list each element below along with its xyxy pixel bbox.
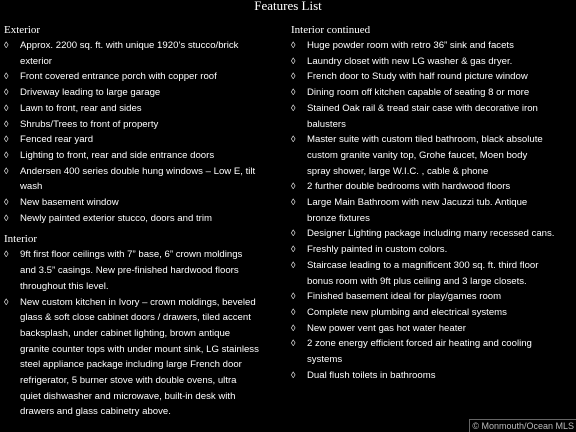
mls-watermark: © Monmouth/Ocean MLS (469, 419, 576, 432)
diamond-bullet-icon: ◊ (4, 102, 9, 113)
list-item-line: Newly painted exterior stucco, doors and trim (20, 212, 212, 224)
list-item (4, 85, 286, 101)
list-item-line: Complete new plumbing and electrical systems (307, 306, 507, 318)
list-item (291, 101, 575, 132)
list-item-line: Andersen 400 series double hung windows – Low E, tilt (20, 165, 256, 177)
list-item-line: Laundry closet with new LG washer & gas dryer. (307, 55, 513, 67)
list-item (291, 179, 575, 195)
exterior-list (4, 38, 286, 226)
list-item (291, 368, 575, 384)
list-item-line: French door to Study with half round picture window (307, 71, 528, 83)
diamond-bullet-icon: ◊ (291, 40, 296, 50)
list-item-line: drawers and glass cabinetry above. (20, 406, 171, 418)
list-item (4, 148, 286, 164)
diamond-bullet-icon: ◊ (4, 249, 9, 260)
diamond-bullet-icon: ◊ (4, 296, 9, 307)
diamond-bullet-icon: ◊ (291, 55, 296, 66)
list-item-line: Shrubs/Trees to front of property (20, 118, 159, 130)
list-item-line: and 3.5” casings. New pre-finished hardwood floors (20, 265, 239, 277)
list-item-line: backsplash, under cabinet lighting, brown antique (20, 327, 231, 339)
diamond-bullet-icon: ◊ (4, 118, 9, 129)
diamond-bullet-icon: ◊ (4, 40, 9, 50)
diamond-bullet-icon: ◊ (4, 134, 9, 145)
diamond-bullet-icon: ◊ (291, 338, 296, 349)
list-item-line: systems (307, 354, 343, 366)
diamond-bullet-icon: ◊ (291, 291, 296, 302)
list-item (4, 295, 286, 421)
list-item-line: exterior (20, 55, 52, 67)
list-item-line: Large Main Bathroom with new Jacuzzi tub. Antique (307, 197, 528, 209)
list-item (291, 132, 575, 179)
list-item-line: Fenced rear yard (20, 134, 94, 146)
interior-list (4, 247, 286, 420)
diamond-bullet-icon: ◊ (4, 165, 9, 176)
list-item-line: Designer Lighting package including many recessed cans. (307, 228, 555, 240)
list-item-line: throughout this level. (20, 280, 109, 292)
list-item-line: Staircase leading to a magnificent 300 sq. ft. third floor (307, 259, 539, 271)
list-item-line: Freshly painted in custom colors. (307, 244, 448, 256)
list-item-line: Driveway leading to large garage (20, 87, 161, 99)
diamond-bullet-icon: ◊ (4, 71, 9, 82)
list-item (291, 85, 575, 101)
list-item-line: wash (20, 181, 43, 193)
left-column (4, 24, 286, 420)
list-item-line: New custom kitchen in Ivory – crown moldings, beveled (20, 296, 256, 308)
diamond-bullet-icon: ◊ (291, 228, 296, 239)
list-item (4, 132, 286, 148)
list-item (291, 195, 575, 226)
list-item-line: bonus room with 9ft plus ceiling and 3 large closets. (307, 275, 527, 287)
list-item (4, 247, 286, 294)
exterior-heading: Exterior (4, 24, 41, 36)
diamond-bullet-icon: ◊ (291, 87, 296, 98)
list-item-line: quiet dishwasher and microwave, built-in desk with (20, 390, 236, 402)
list-item-line: 2 further double bedrooms with hardwood floors (307, 181, 511, 193)
diamond-bullet-icon: ◊ (291, 306, 296, 317)
list-item-line: Master suite with custom tiled bathroom, black absolute (307, 134, 543, 146)
list-item (4, 195, 286, 211)
diamond-bullet-icon: ◊ (4, 197, 9, 208)
diamond-bullet-icon: ◊ (291, 322, 296, 333)
diamond-bullet-icon: ◊ (291, 102, 296, 113)
list-item-line: Lawn to front, rear and sides (20, 102, 142, 114)
list-item-line: Approx. 2200 sq. ft. with unique 1920’s stucco/brick (20, 40, 239, 51)
list-item-line: New basement window (20, 197, 119, 209)
list-item (291, 69, 575, 85)
list-item-line: Stained Oak rail & tread stair case with decorative iron (307, 102, 538, 114)
diamond-bullet-icon: ◊ (4, 212, 9, 223)
list-item-line: 9ft first floor ceilings with 7” base, 6” crown moldings (20, 249, 243, 261)
list-item-line: New power vent gas hot water heater (307, 322, 466, 334)
list-item (291, 321, 575, 337)
list-item (291, 289, 575, 305)
list-item-line: Front covered entrance porch with copper roof (20, 71, 217, 83)
diamond-bullet-icon: ◊ (291, 244, 296, 255)
list-item (4, 164, 286, 195)
list-item-line: bronze fixtures (307, 212, 370, 224)
list-item-line: spray shower, large W.I.C. , cable & phone (307, 165, 489, 177)
list-item (291, 258, 575, 289)
diamond-bullet-icon: ◊ (291, 259, 296, 270)
list-item-line: Lighting to front, rear and side entrance doors (20, 149, 215, 161)
list-item (4, 69, 286, 85)
diamond-bullet-icon: ◊ (4, 87, 9, 98)
list-item (291, 242, 575, 258)
list-item (291, 305, 575, 321)
list-item-line: Dual flush toilets in bathrooms (307, 369, 436, 381)
diamond-bullet-icon: ◊ (291, 369, 296, 380)
list-item (4, 38, 286, 69)
interior-continued-list (291, 38, 575, 383)
list-item-line: Finished basement ideal for play/games room (307, 291, 502, 303)
interior-heading: Interior (4, 233, 37, 246)
diamond-bullet-icon: ◊ (291, 181, 296, 192)
diamond-bullet-icon: ◊ (291, 134, 296, 145)
list-item (291, 336, 575, 367)
list-item (291, 54, 575, 70)
list-item-line: granite counter tops with under mount sink, LG stainless (20, 343, 259, 355)
list-item (291, 38, 575, 54)
list-item-line: Huge powder room with retro 36” sink and facets (307, 40, 514, 51)
diamond-bullet-icon: ◊ (4, 149, 9, 160)
list-item (4, 117, 286, 133)
interior-continued-heading: Interior continued (291, 24, 371, 36)
list-item-line: balusters (307, 118, 346, 130)
diamond-bullet-icon: ◊ (291, 197, 296, 208)
page-title: Features List (254, 0, 322, 13)
list-item (4, 101, 286, 117)
list-item-line: 2 zone energy efficient forced air heating and cooling (307, 338, 532, 350)
list-item-line: custom granite vanity top, Grohe faucet, Moen body (307, 149, 528, 161)
list-item (4, 211, 286, 227)
list-item-line: glass & soft close cabinet doors / drawers, tiled accent (20, 312, 251, 324)
list-item-line: refrigerator, 5 burner stove with double ovens, ultra (20, 375, 237, 387)
right-column (291, 24, 575, 383)
list-item (291, 226, 575, 242)
list-item-line: steel appliance package including large French door (20, 359, 242, 371)
list-item-line: Dining room off kitchen capable of seating 8 or more (307, 87, 530, 99)
diamond-bullet-icon: ◊ (291, 71, 296, 82)
